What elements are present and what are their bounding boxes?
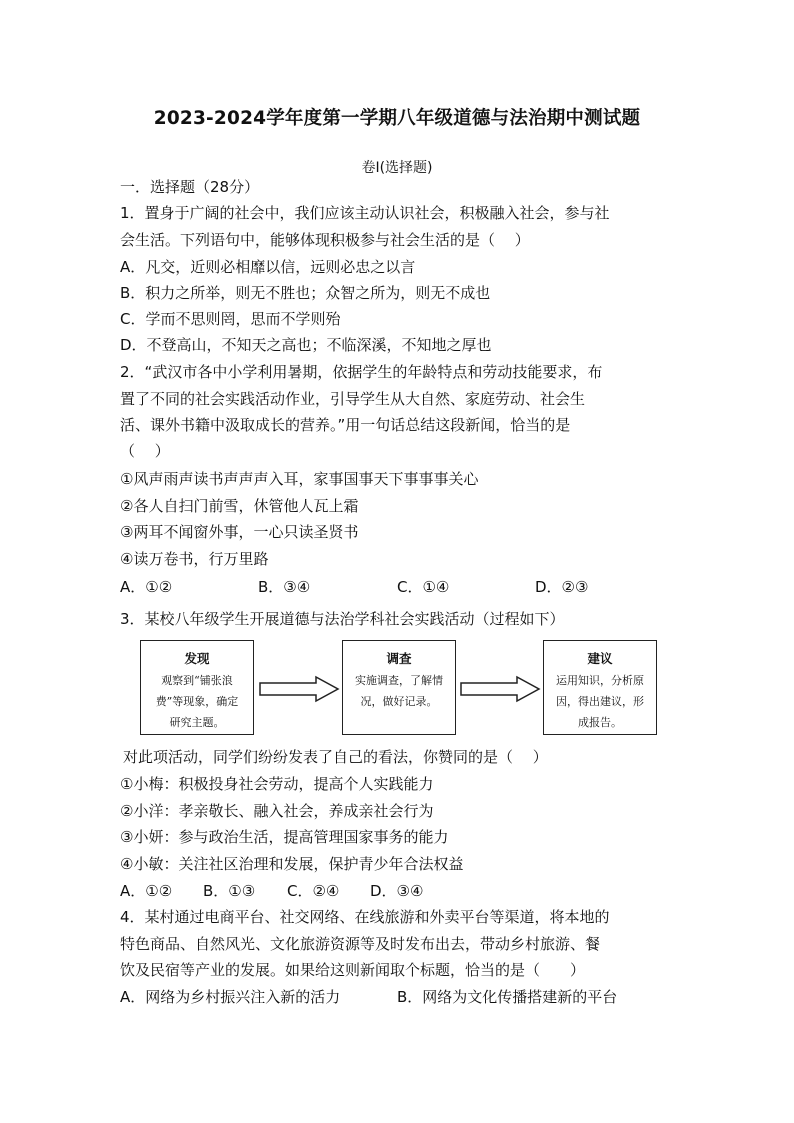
q3-stem-line1: 3．某校八年级学生开展道德与法治学科社会实践活动（过程如下）	[120, 610, 565, 628]
q3-stem-line2: 对此项活动，同学们纷纷发表了自己的看法，你赞同的是（ ）	[123, 748, 548, 766]
flow-box-suggest-body	[544, 670, 656, 733]
q3-statement-3: ③小妍：参与政治生活，提高管理国家事务的能力	[120, 828, 449, 846]
q1-option-c: C．学而不思则罔，思而不学则殆	[120, 310, 341, 328]
flow-box-investigate-line2: 况，做好记录。	[360, 695, 438, 708]
q2-statement-3: ③两耳不闻窗外事，一心只读圣贤书	[120, 523, 359, 541]
flow-box-suggest-line1: 运用知识，分析原	[556, 674, 644, 687]
q1-option-b: B．积力之所举，则无不胜也；众智之所为，则无不成也	[120, 284, 491, 302]
flow-arrow-1	[258, 675, 342, 703]
q3-statement-2: ②小洋：孝亲敬长、融入社会，养成亲社会行为	[120, 802, 434, 820]
q3-option-a: A．①②	[120, 882, 173, 900]
q3-option-d: D．③④	[370, 882, 424, 900]
flow-box-suggest-line3: 成报告。	[578, 716, 622, 729]
flow-box-suggest-line2: 因，得出建议，形	[556, 695, 644, 708]
q4-option-b: B．网络为文化传播搭建新的平台	[397, 988, 618, 1006]
flow-box-suggest-head: 建议	[587, 651, 613, 666]
q1-option-a: A．凡交，近则必相靡以信，远则必忠之以言	[120, 258, 416, 276]
q2-statement-1: ①风声雨声读书声声声入耳，家事国事天下事事事关心	[120, 470, 479, 488]
flow-box-discover-line2: 费”等现象，确定	[155, 695, 239, 708]
flow-box-investigate-body	[343, 670, 455, 712]
flow-box-investigate	[342, 640, 456, 735]
q2-statement-2: ②各人自扫门前雪，休管他人瓦上霜	[120, 497, 359, 515]
flow-box-discover-line3: 研究主题。	[169, 716, 225, 729]
q4-stem-line3: 饮及民宿等产业的发展。如果给这则新闻取个标题，恰当的是（ ）	[120, 961, 586, 979]
flow-box-discover	[140, 640, 254, 735]
q3-statement-1: ①小梅：积极投身社会劳动，提高个人实践能力	[120, 775, 434, 793]
flow-box-investigate-line1: 实施调查，了解情	[355, 674, 443, 687]
q2-option-b: B．③④	[258, 578, 311, 596]
q3-option-b: B．①③	[203, 882, 256, 900]
flow-box-investigate-head: 调查	[386, 651, 412, 666]
q3-statement-4: ④小敏：关注社区治理和发展，保护青少年合法权益	[120, 855, 464, 873]
q2-option-c: C．①④	[397, 578, 450, 596]
q3-options	[120, 880, 423, 901]
q2-stem-line1: 2．“武汉市各中小学利用暑期，依据学生的年龄特点和劳动技能要求，布	[120, 363, 603, 381]
flow-box-discover-body	[141, 670, 253, 733]
q2-stem-line2: 置了不同的社会实践活动作业，引导学生从大自然、家庭劳动、社会生	[120, 390, 586, 408]
q3-option-c: C．②④	[287, 882, 340, 900]
exam-title: 2023-2024学年度第一学期八年级道德与法治期中测试题	[153, 108, 641, 129]
flow-box-discover-head: 发现	[184, 651, 210, 666]
q2-stem-line4: （ ）	[120, 442, 170, 460]
flow-arrow-2	[459, 675, 543, 703]
q2-statement-4: ④读万卷书，行万里路	[120, 550, 269, 568]
q1-stem-line2: 会生活。下列语句中，能够体现积极参与社会生活的是（ ）	[120, 231, 530, 249]
q2-stem-line3: 活、课外书籍中汲取成长的营养。”用一句话总结这段新闻，恰当的是	[120, 416, 571, 434]
q4-option-a: A．网络为乡村振兴注入新的活力	[120, 988, 341, 1006]
flow-box-suggest	[543, 640, 657, 735]
q4-stem-line1: 4．某村通过电商平台、社交网络、在线旅游和外卖平台等渠道，将本地的	[120, 908, 610, 926]
section-heading: 一．选择题（28分）	[120, 178, 260, 196]
q2-option-d: D．②③	[535, 578, 589, 596]
volume-subtitle: 卷Ⅰ(选择题)	[361, 160, 433, 176]
q1-option-d: D．不登高山，不知天之高也；不临深溪，不知地之厚也	[120, 336, 492, 354]
q4-options	[120, 986, 617, 1007]
q4-stem-line2: 特色商品、自然风光、文化旅游资源等及时发布出去，带动乡村旅游、餐	[120, 935, 601, 953]
q1-stem-line1: 1．置身于广阔的社会中，我们应该主动认识社会，积极融入社会，参与社	[120, 204, 610, 222]
flow-box-discover-line1: 观察到“铺张浪	[161, 674, 233, 687]
q2-option-a: A．①②	[120, 578, 173, 596]
q2-options	[120, 576, 588, 597]
